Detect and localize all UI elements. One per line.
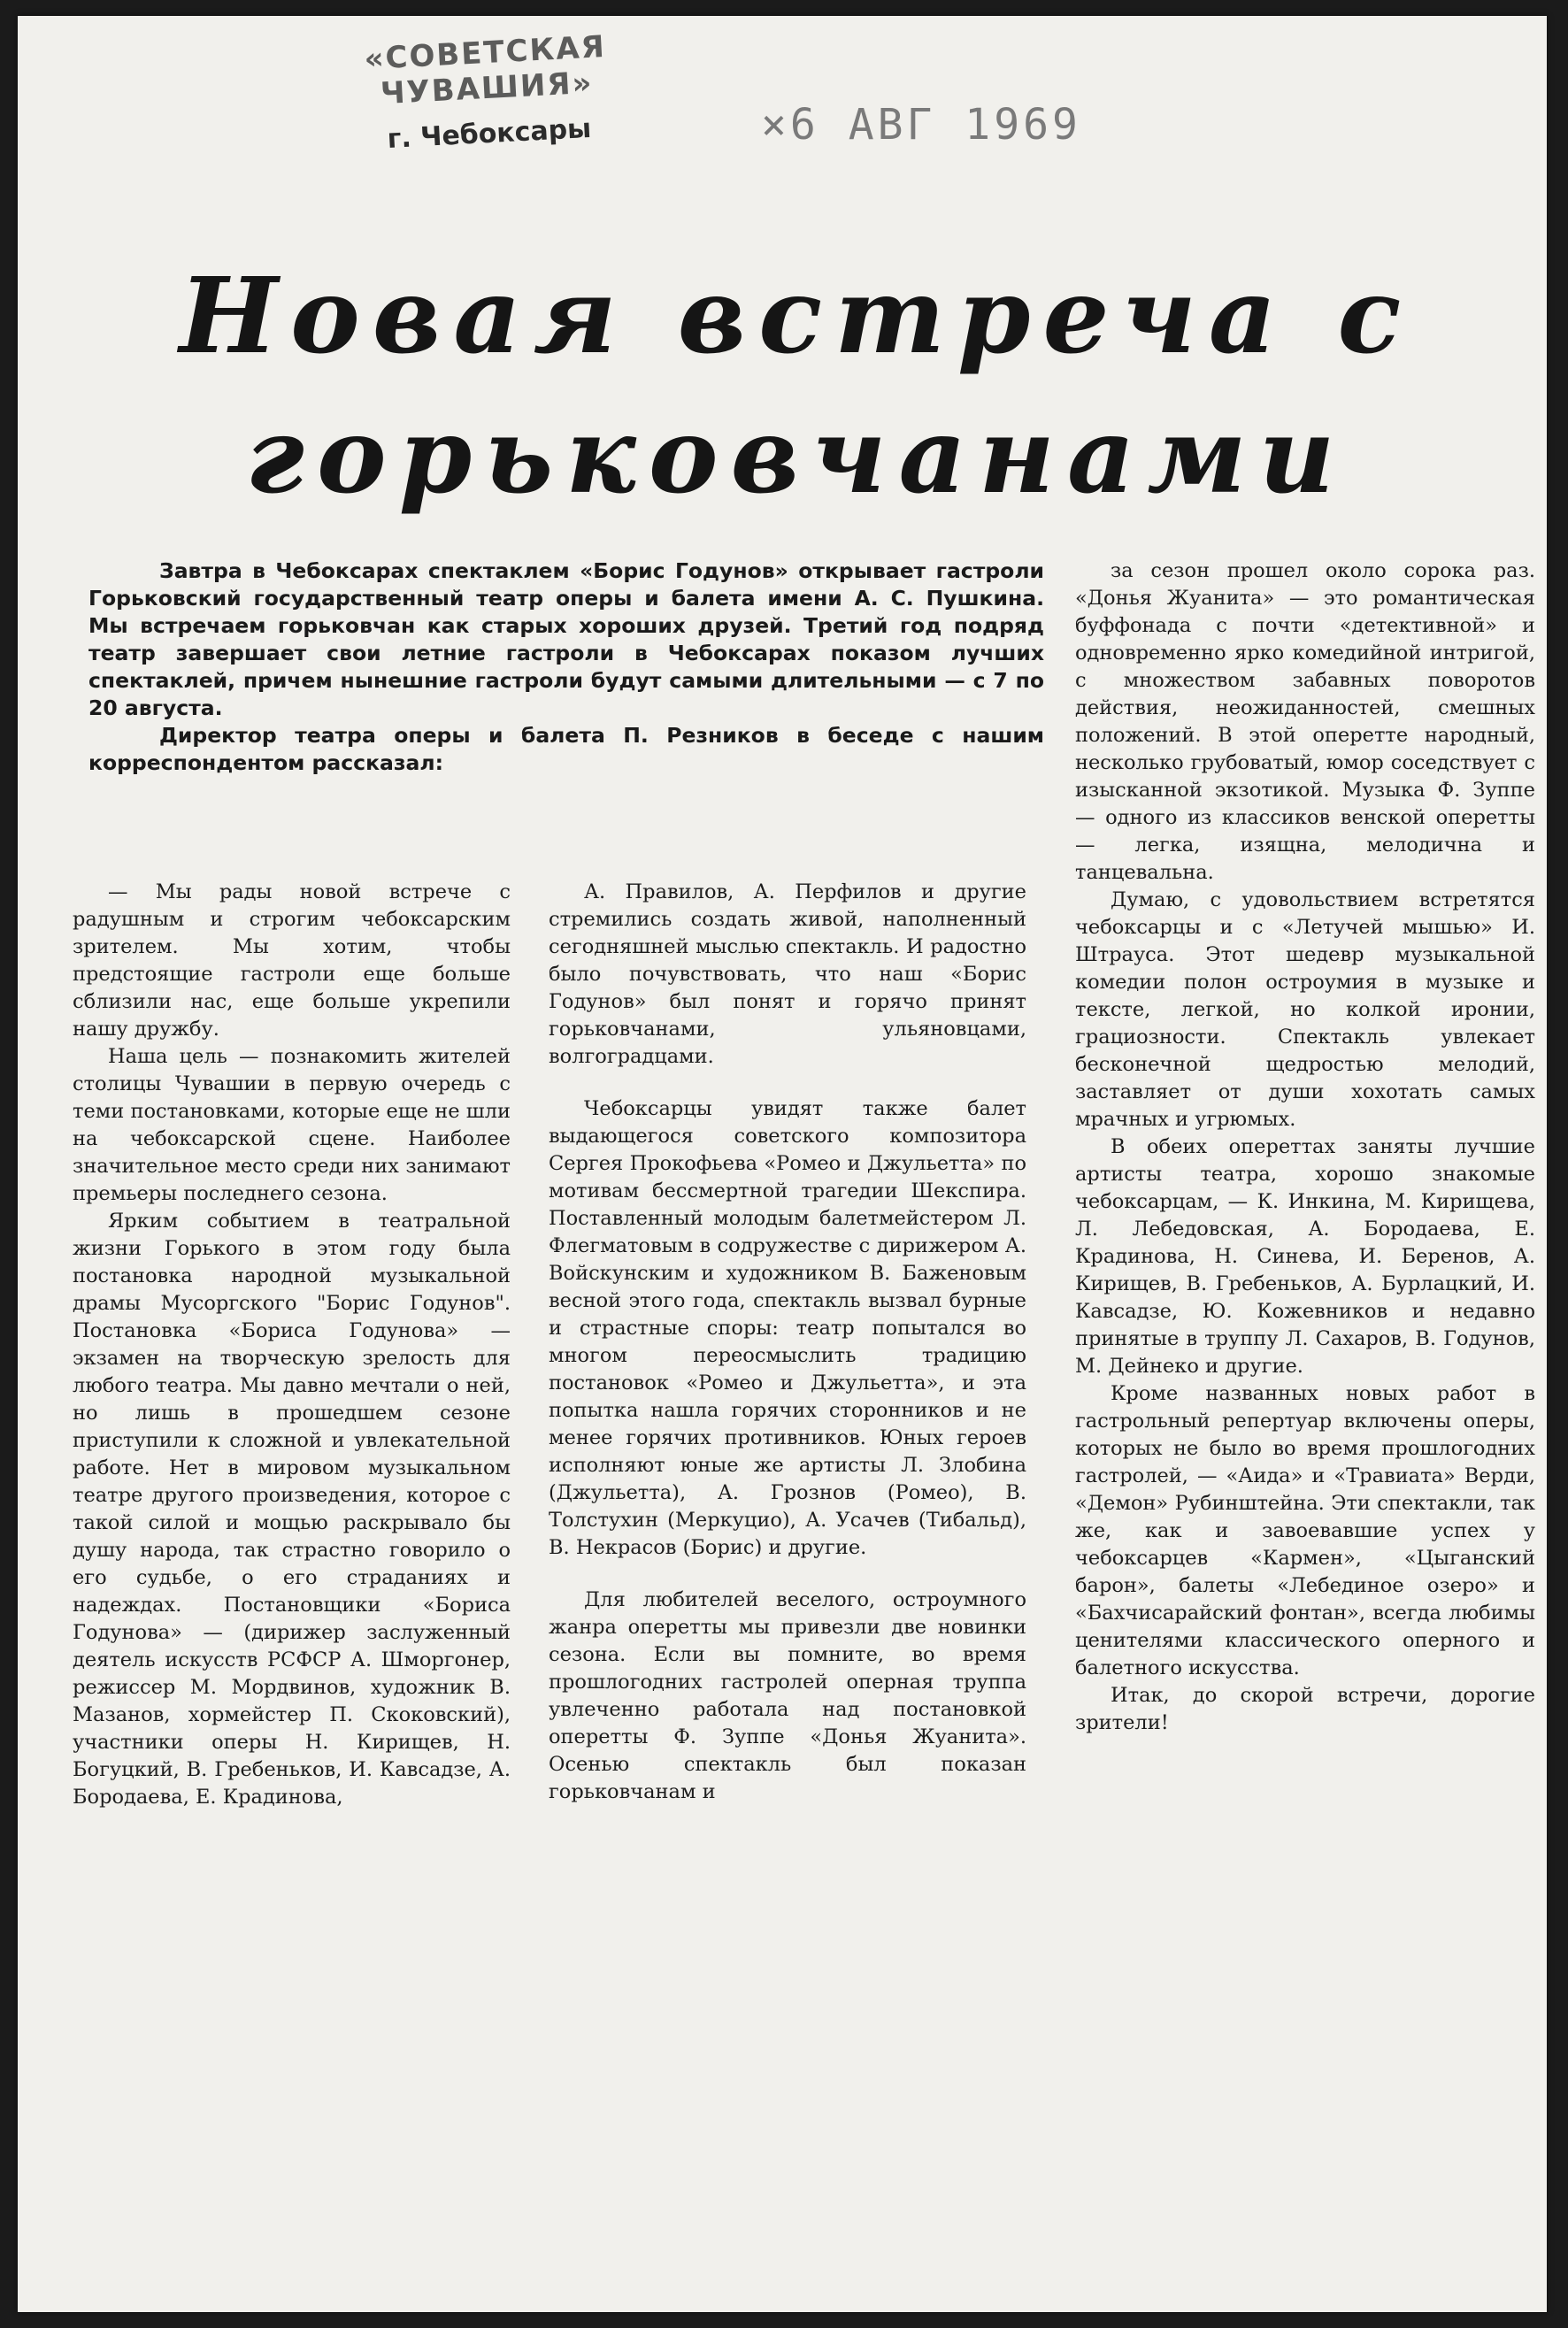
- publication-stamp: [254, 23, 719, 155]
- article-paragraph: В обеих опереттах заняты лучшие артисты театра, хорошо знакомые чебоксарцам, — К. Инкина, М. Кирищева, Л. Лебедовская, А. Бородаева, Е. Крадинова, Н. Синева, И. Беренов, А. Кирищев, В. Гребеньков, А. Бурлацкий, И. Кавсадзе, Ю. Кожевников и недавно принятые в труппу Л. Сахаров, В. Годунов, М. Дейнеко и другие.: [1075, 1135, 1535, 1378]
- publication-city: г. Чебоксары: [386, 112, 593, 155]
- article-paragraph: Для любителей веселого, остроумного жанра оперетты мы привезли две новинки сезона. Если вы помните, во время прошлогодних гастролей оперная труппа увлеченно работала над постановкой оперетты Ф. Зуппе «Донья Жуанита». Осенью спектакль был показан горьковчанам и: [549, 1588, 1026, 1803]
- headline: Новая встреча с горьковчанами: [179, 254, 1414, 517]
- article-paragraph: А. Правилов, А. Перфилов и другие стремились создать живой, наполненный сегодняшней мыслью спектакль. И радостно было почувствовать, что наш «Борис Годунов» был понят и горячо принят горьковчанами, ульяновцами, волгоградцами.: [549, 880, 1026, 1068]
- article-paragraph: Думаю, с удовольствием встретятся чебоксарцы и с «Летучей мышью» И. Штрауса. Этот шедевр музыкальной комедии полон остроумия в музыке и тексте, легкой, но колкой иронии, грациозности. Спектакль увлекает бесконечной щедростью мелодий, заставляет от души хохотать самых мрачных и угрюмых.: [1075, 888, 1535, 1131]
- article-paragraph: Чебоксарцы увидят также балет выдающегося советского композитора Сергея Прокофьева «Ромео и Джульетта» по мотивам бессмертной трагедии Шекспира. Поставленный молодым балетмейстером Л. Флегматовым в содружестве с дирижером А. Войскунским и художником В. Баженовым весной этого года, спектакль вызвал бурные и страстные споры: театр попытался во многом переосмыслить традицию постановок «Ромео и Джульетта», и эта попытка нашла горячих сторонников и не менее горячих противников. Юных героев исполняют юные же артисты Л. Злобина (Джульетта), А. Грознов (Ромео), В. Толстухин (Меркуцио), А. Усачев (Тибальд), В. Некрасов (Борис) и другие.: [549, 1097, 1026, 1559]
- article-paragraph: за сезон прошел около сорока раз. «Донья Жуанита» — это романтическая буффонада с почти «детективной» и одновременно ярко комедийной интригой, с множеством забавных поворотов действия, неожиданностей, смешных положений. В этой оперетте народный, несколько грубоватый, юмор соседствует с изысканной экзотикой. Музыка Ф. Зуппе — одного из классиков венской оперетты — легка, изящна, мелодична и танцевальна.: [1075, 559, 1535, 884]
- article-paragraph: Итак, до скорой встречи, дорогие зрители!: [1075, 1684, 1535, 1734]
- column-1: [73, 879, 511, 1811]
- article-paragraph: Кроме названных новых работ в гастрольный репертуар включены оперы, которых не было во время прошлогодних гастролей, — «Аида» и «Травиата» Верди, «Демон» Рубинштейна. Эти спектакли, так же, как и завоевавшие успех у чебоксарцев «Кармен», «Цыганский барон», балеты «Лебединое озеро» и «Бахчисарайский фонтан», всегда любимы ценителями классического оперного и балетного искусства.: [1075, 1382, 1535, 1679]
- article-paragraph: Наша цель — познакомить жителей столицы Чувашии в первую очередь с теми постановками, которые еще не шли на чебоксарской сцене. Наиболее значительное место среди них занимают премьеры последнего сезона.: [73, 1045, 511, 1205]
- lead-text: Директор театра оперы и балета П. Резников в беседе с нашим корреспондентом рассказал:: [88, 723, 1044, 775]
- article-paragraph: Ярким событием в театральной жизни Горького в этом году была постановка народной музыкальной драмы Мусоргского "Борис Годунов". Постановка «Бориса Годунова» — экзамен на творческую зрелость для любого театра. Мы давно мечтали о ней, но лишь в прошедшем сезоне приступили к сложной и увлекательной работе. Нет в мировом музыкальном театре другого произведения, которое с такой силой и мощью раскрывало бы душу народа, так страстно говорило о его судьбе, о его страданиях и надеждах. Постановщики «Бориса Годунова» — (дирижер заслуженный деятель искусств РСФСР А. Шморгонер, режиссер М. Мордвинов, художник В. Мазанов, хормейстер П. Скоковский), участники оперы Н. Кирищев, Н. Богуцкий, В. Гребеньков, И. Кавсадзе, А. Бородаева, Е. Крадинова,: [73, 1210, 511, 1809]
- lead-text: Завтра в Чебоксарах спектаклем «Борис Годунов» открывает гастроли Горьковский государственный театр оперы и балета имени А. С. Пушкина. Мы встречаем горьковчан как старых хороших друзей. Третий год подряд театр завершает свои летние гастроли в Чебоксарах показом лучших спектаклей, причем нынешние гастроли будут самыми длительными — с 7 по 20 августа.: [88, 558, 1044, 720]
- date-stamp: ×6 АВГ 1969: [761, 100, 1081, 150]
- column-2: [549, 879, 1026, 1806]
- newspaper-clipping: [18, 16, 1547, 2312]
- article-paragraph: — Мы рады новой встрече с радушным и строгим чебоксарским зрителем. Мы хотим, чтобы предстоящие гастроли еще больше сблизили нас, еще больше укрепили нашу дружбу.: [73, 880, 511, 1041]
- publication-name: «СОВЕТСКАЯ ЧУВАШИЯ»: [363, 28, 607, 112]
- lead-paragraph: [88, 557, 1044, 777]
- column-3: [1075, 557, 1535, 1737]
